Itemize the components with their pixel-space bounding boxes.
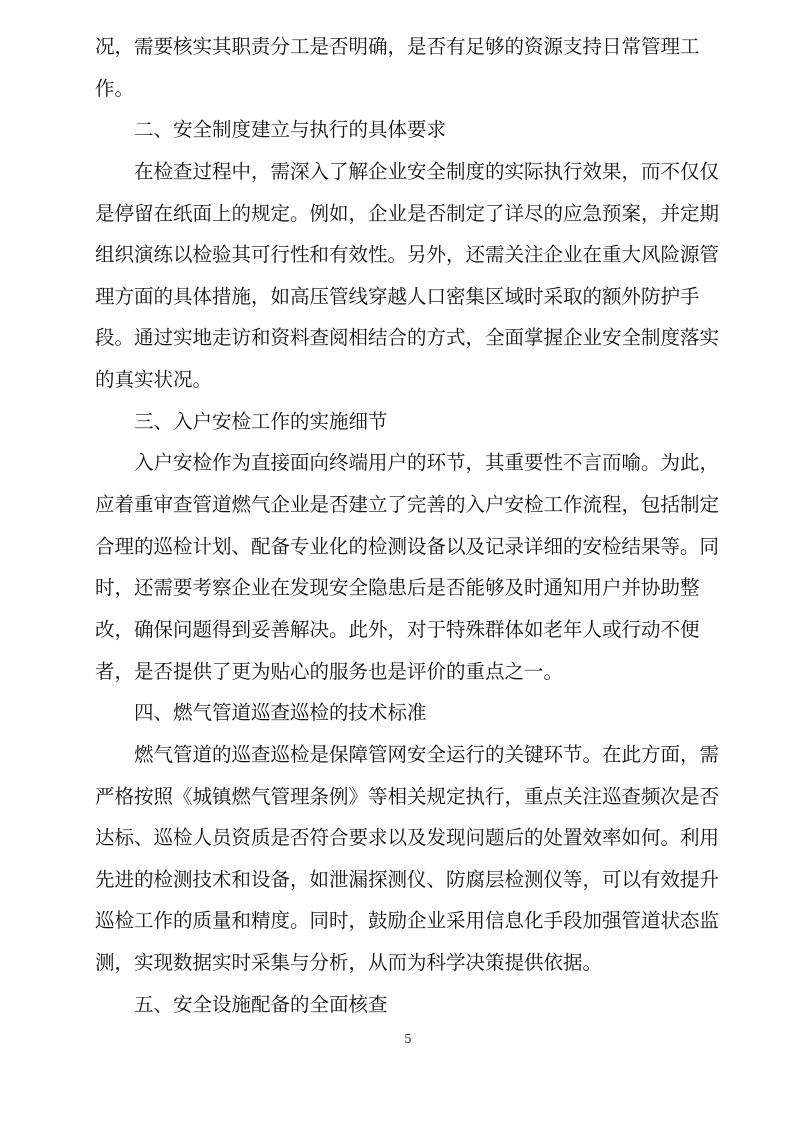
text-line: 五、安全设施配备的全面核查: [134, 992, 388, 1016]
text-line: 达标、巡检人员资质是否符合要求以及发现问题后的处置效率如何。利用: [95, 826, 720, 850]
text-line: 先进的检测技术和设备，如泄漏探测仪、防腐层检测仪等，可以有效提升: [95, 867, 720, 891]
text-line: 段。通过实地走访和资料查阅相结合的方式，全面掌握企业安全制度落实: [95, 326, 720, 350]
text-line: 理方面的具体措施，如高压管线穿越人口密集区域时采取的额外防护手: [95, 284, 700, 308]
page-number: 5: [404, 1032, 412, 1046]
text-line: 合理的巡检计划、配备专业化的检测设备以及记录详细的安检结果等。同: [95, 534, 720, 558]
paragraph: [95, 442, 720, 692]
text-line: 巡检工作的质量和精度。同时，鼓励企业采用信息化手段加强管道状态监: [95, 909, 720, 933]
text-line: 入户安检作为直接面向终端用户的环节，其重要性不言而喻。为此，: [134, 451, 720, 475]
text-line: 二、安全制度建立与执行的具体要求: [134, 118, 447, 142]
paragraph: [95, 26, 715, 109]
text-line: 应着重审查管道燃气企业是否建立了完善的入户安检工作流程，包括制定: [95, 493, 720, 517]
paragraph: [95, 151, 720, 401]
text-line: 严格按照《城镇燃气管理条例》等相关规定执行，重点关注巡查频次是否: [95, 784, 720, 808]
text-line: 时，还需要考察企业在发现安全隐患后是否能够及时通知用户并协助整: [95, 576, 700, 600]
text-line: 在检查过程中，需深入了解企业安全制度的实际执行效果，而不仅仅: [134, 159, 720, 183]
text-line: 三、入户安检工作的实施细节: [134, 409, 388, 433]
section-heading: [95, 109, 715, 151]
text-line: 燃气管道的巡查巡检是保障管网安全运行的关键环节。在此方面，需: [134, 742, 720, 766]
text-line: 者，是否提供了更为贴心的服务也是评价的重点之一。: [95, 659, 564, 683]
section-heading: [95, 401, 715, 443]
text-line: 组织演练以检验其可行性和有效性。另外，还需关注企业在重大风险源管: [95, 243, 720, 267]
text-line: 改，确保问题得到妥善解决。此外，对于特殊群体如老年人或行动不便: [95, 617, 700, 641]
text-line: 况，需要核实其职责分工是否明确，是否有足够的资源支持日常管理工: [95, 35, 700, 58]
text-line: 作。: [95, 76, 135, 100]
text-line: 四、燃气管道巡查巡检的技术标准: [134, 701, 427, 725]
text-line: 测，实现数据实时采集与分析，从而为科学决策提供依据。: [95, 951, 603, 975]
section-heading: [95, 692, 715, 734]
text-line: 的真实状况。: [95, 368, 213, 392]
paragraph: [95, 734, 720, 984]
document-page: [95, 26, 720, 1025]
section-heading: [95, 984, 715, 1026]
text-line: 是停留在纸面上的规定。例如，企业是否制定了详尽的应急预案，并定期: [95, 201, 720, 225]
